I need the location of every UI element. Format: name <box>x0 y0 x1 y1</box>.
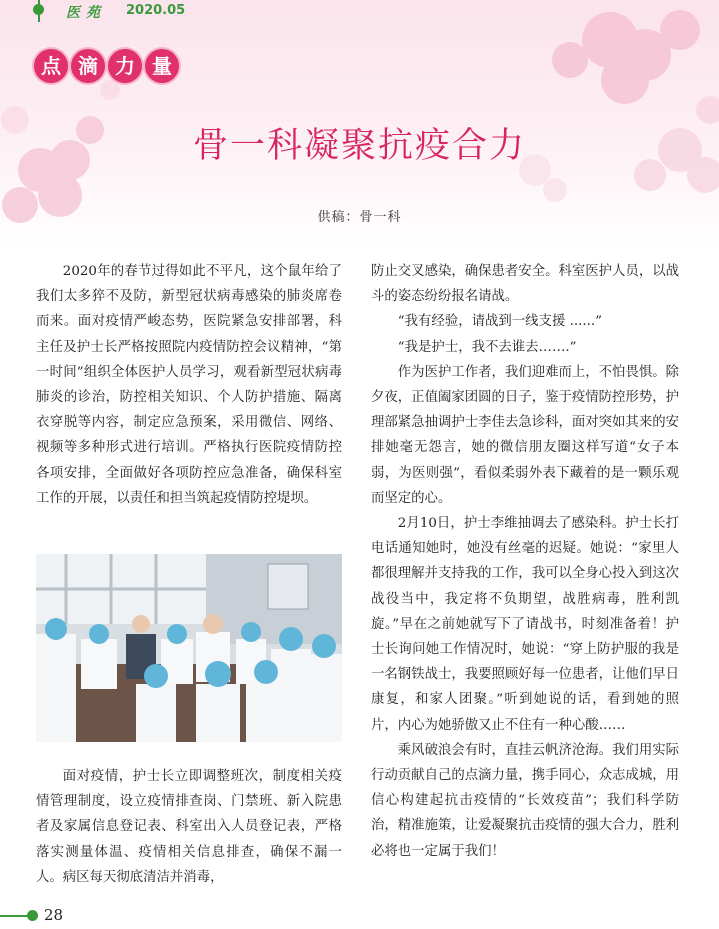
section-tag-char: 力 <box>108 49 142 83</box>
paragraph: “我有经验，请战到一线支援 ......” <box>397 314 602 330</box>
right-column <box>371 259 679 864</box>
section-tag-char: 滴 <box>71 49 105 83</box>
magazine-name: 医苑 <box>66 5 106 21</box>
meeting-photo-illustration <box>36 554 342 742</box>
paragraph: 2月10日，护士李维抽调去了感染科。护士长打电话通知她时，她没有丝毫的迟疑。她说：“家里人都很理解并支持我的工作，我可以全身心投入到这次战役当中，我定将不负期望，战胜病毒，胜利凯旋。”早在之前她就写下了请战书，时刻准备着！护士长询问她工作情况时，她说：“穿上防护服的我是一名钢铁战士，我要照顾好每一位患者，让他们早日康复，和家人团聚。”听到她说的话，看到她的照片，内心为她骄傲又止不住有一种心酸…… <box>371 516 679 733</box>
left-column-bottom <box>36 764 342 890</box>
paragraph: 面对疫情，护士长立即调整班次，制度相关疫情管理制度，设立疫情排查岗、门禁班、新入院患者及家属信息登记表、科室出入人员登记表，严格落实测量体温、疫情相关信息排查，确保不漏一人。病区每天彻底清洁并消毒， <box>36 769 342 885</box>
paragraph: 作为医护工作者，我们迎难而上，不怕畏惧。除夕夜，正值阖家团圆的日子，鉴于疫情防控形势，护理部紧急抽调护士李佳去急诊科，面对突如其来的安排她毫无怨言，她的微信朋友圈这样写道“女子本弱，为医则强”，看似柔弱外表下藏着的是一颗乐观而坚定的心。 <box>371 364 679 506</box>
blossom-decoration-right <box>420 0 719 230</box>
footer-green-line <box>0 915 30 917</box>
page-header <box>0 0 719 26</box>
paragraph: 乘风破浪会有时，直挂云帆济沧海。我们用实际行动贡献自己的点滴力量，携手同心，众志成城，用信心构建起抗击疫情的“长效疫苗”；我们科学防治，精准施策，让爱凝聚抗击疫情的强大合力，胜利必将也一定属于我们！ <box>371 742 679 859</box>
left-column-top <box>36 259 342 511</box>
paragraph: 2020年的春节过得如此不平凡，这个鼠年给了我们太多猝不及防，新型冠状病毒感染的肺炎席卷而来。面对疫情严峻态势，医院紧急安排部署，科主任及护士长严格按照院内疫情防控会议精神，“第一时间”组织全体医护人员学习，观看新型冠状病毒肺炎的诊治，防控相关知识、个人防护措施、隔离衣穿脱等内容，制定应急预案，采用微信、网络、视频等多种形式进行培训。严格执行医院疫情防控各项安排，全面做好各项防控应急准备，确保科室工作的开展，以责任和担当筑起疫情防控堤坝。 <box>36 264 342 506</box>
section-tag-char: 点 <box>34 49 68 83</box>
section-tag <box>34 49 179 83</box>
article-byline: 供稿：骨一科 <box>317 210 402 225</box>
header-green-dot <box>33 4 44 15</box>
article-title: 骨一科凝聚抗疫合力 <box>192 126 526 166</box>
article-photo <box>36 554 342 742</box>
section-tag-char: 量 <box>145 49 179 83</box>
issue-date: 2020.05 <box>126 3 186 18</box>
paragraph: “我是护士，我不去谁去…….” <box>397 339 577 355</box>
page-number: 28 <box>44 906 64 924</box>
paragraph: 防止交叉感染，确保患者安全。科室医护人员，以战斗的姿态纷纷报名请战。 <box>371 264 679 305</box>
footer-green-dot <box>27 910 38 921</box>
